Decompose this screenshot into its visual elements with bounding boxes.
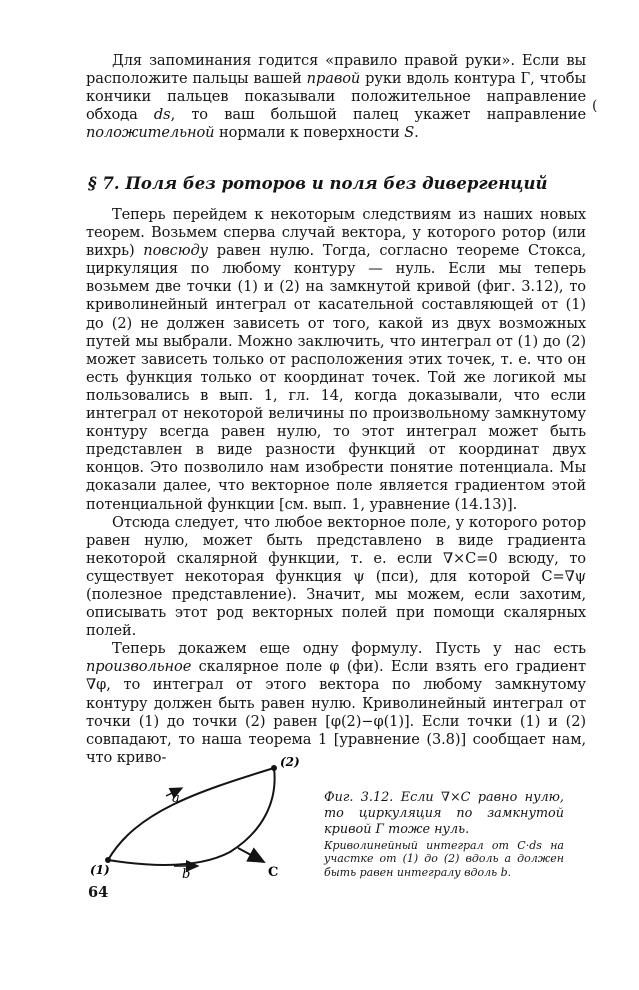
label-point-2: (2) [280, 755, 300, 769]
section-heading: § 7. Поля без роторов и поля без дивергенций [88, 174, 548, 193]
caption-title: Фиг. 3.12. Если ∇×C равно нулю, то циркуляция по замкнутой кривой Г тоже нуль. [324, 790, 564, 837]
label-path-b: b [182, 867, 191, 882]
page-number: 64 [88, 884, 109, 901]
figure-caption [324, 790, 564, 879]
paragraph-3: Теперь докажем еще одну формулу. Пусть у нас есть произвольное скалярное поле φ (фи). Если взять его градиент ∇φ, то интеграл от этого вектора по любому замкнутому контуру должен быть равен нулю. Криволинейный интеграл от точки (1) до точки (2) равен [φ(2)−φ(1)]. Если точки (1) и (2) совпадают, то наша теорема 1 [уравнение (3.8)] сообщает нам, что криво- [86, 640, 586, 766]
vector-c-arrow [238, 848, 264, 862]
intro-paragraph: Для запоминания годится «правило правой руки». Если вы расположите пальцы вашей правой руки вдоль контура Г, чтобы кончики пальцев показывали положительное направление обхода ds, то ваш большой палец укажет направление положительной нормали к поверхности S. [86, 52, 587, 142]
label-vector-c: C [268, 865, 279, 880]
closed-curve [108, 768, 275, 865]
closed-curve-diagram [86, 752, 311, 882]
label-point-1: (1) [90, 863, 110, 877]
margin-mark: ( [592, 98, 598, 114]
body-text [86, 206, 586, 767]
figure-3-12 [86, 752, 311, 886]
label-path-a: a [172, 791, 180, 806]
paragraph-2: Отсюда следует, что любое векторное поле, у которого ротор равен нулю, может быть представлено в виде градиента некоторой скалярной функции, т. е. если ∇×C=0 всюду, то существует некоторая функция ψ (пси), для которой C=∇ψ (полезное представление). Значит, мы можем, если захотим, описывать этот род векторных полей при помощи скалярных полей. [86, 513, 587, 640]
point-2-dot [271, 765, 277, 771]
paragraph-1: Теперь перейдем к некоторым следствиям из наших новых теорем. Возьмем сперва случай вектора, у которого ротор (или вихрь) повсюду равен нулю. Тогда, согласно теореме Стокса, циркуляция по любому контуру — нуль. Если мы теперь возьмем две точки (1) и (2) на замкнутой кривой (фиг. 3.12), то криволинейный интеграл от касательной составляющей от (1) до (2) не должен зависеть от того, какой из двух возможных путей мы выбрали. Можно заключить, что интеграл от (1) до (2) может зависеть только от расположения этих точек, т. е. что он есть функция только от координат точек. Той же логикой мы пользовались в вып. 1, гл. 14, когда доказывали, что если интеграл от некоторой величины по произвольному замкнутому контуру всегда равен нулю, то этот интеграл может быть представлен в виде разности функций от координат двух концов. Это позволило нам изобрести понятие потенциала. Мы доказали далее, что векторное поле является градиентом этой потенциальной функции [см. вып. 1, уравнение (14.13)]. [86, 206, 586, 513]
caption-note: Криволинейный интеграл от C·ds на участке от (1) до (2) вдоль a должен быть равен интегралу вдоль b. [324, 839, 564, 879]
